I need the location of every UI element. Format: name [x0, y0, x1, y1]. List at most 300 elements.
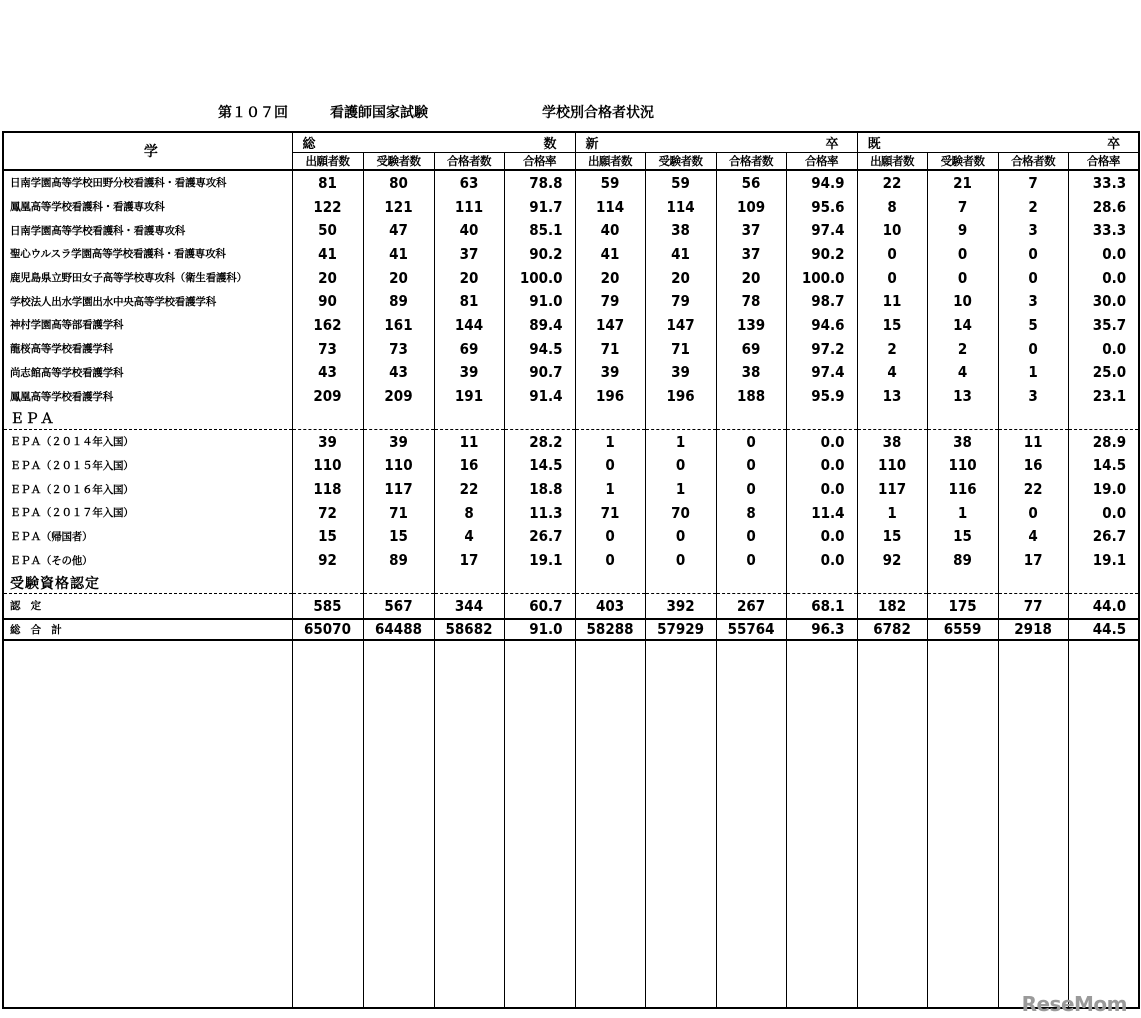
count-cell: 1	[575, 477, 645, 501]
count-cell: 4	[434, 525, 504, 549]
count-cell: 37	[434, 242, 504, 266]
count-cell: 21	[927, 170, 998, 195]
empty-cell	[504, 640, 575, 1008]
school-row	[3, 289, 1139, 313]
count-cell: 41	[363, 242, 434, 266]
pass-rate-cell: 0.0	[1068, 337, 1139, 361]
empty-cell	[786, 408, 857, 430]
count-cell: 37	[716, 218, 786, 242]
empty-cell	[857, 640, 927, 1008]
count-cell: 110	[927, 454, 998, 478]
count-cell: 6782	[857, 619, 927, 640]
count-cell: 0	[575, 548, 645, 572]
empty-cell	[716, 640, 786, 1008]
pass-rate-cell: 26.7	[1068, 525, 1139, 549]
pass-rate-cell: 89.4	[504, 313, 575, 337]
count-cell: 39	[363, 429, 434, 453]
empty-cell	[786, 640, 857, 1008]
empty-cell	[645, 408, 716, 430]
pass-rate-cell: 94.5	[504, 337, 575, 361]
school-row	[3, 170, 1139, 195]
pass-rate-cell: 95.9	[786, 384, 857, 408]
count-cell: 41	[645, 242, 716, 266]
count-cell: 267	[716, 594, 786, 619]
count-cell: 81	[434, 289, 504, 313]
row-label: ＥＰＡ（２０１５年入国）	[10, 459, 134, 472]
count-cell: 392	[645, 594, 716, 619]
count-cell: 38	[927, 429, 998, 453]
row-label: 神村学園高等部看護学科	[10, 319, 124, 332]
count-cell: 1	[998, 361, 1068, 385]
count-cell: 39	[434, 361, 504, 385]
empty-cell	[716, 408, 786, 430]
count-cell: 0	[716, 477, 786, 501]
row-label: ＥＰＡ（２０１４年入国）	[10, 436, 134, 449]
count-cell: 89	[363, 548, 434, 572]
school-row	[3, 218, 1139, 242]
count-cell: 40	[575, 218, 645, 242]
count-cell: 37	[716, 242, 786, 266]
epa-row	[3, 429, 1139, 453]
pass-rate-cell: 0.0	[1068, 266, 1139, 290]
empty-cell	[575, 408, 645, 430]
empty-cell	[292, 408, 363, 430]
pass-rate-cell: 19.0	[1068, 477, 1139, 501]
count-cell: 58288	[575, 619, 645, 640]
header-group-row	[3, 132, 1139, 153]
count-cell: 121	[363, 195, 434, 219]
pass-rate-cell: 18.8	[504, 477, 575, 501]
section-label: ＥＰＡ	[3, 408, 292, 430]
group-prior-label-left: 既	[857, 132, 998, 153]
empty-cell	[927, 640, 998, 1008]
count-cell: 0	[998, 337, 1068, 361]
pass-rate-cell: 0.0	[786, 548, 857, 572]
empty-cell	[1068, 572, 1139, 594]
pass-rate-cell: 97.4	[786, 218, 857, 242]
empty-cell	[645, 640, 716, 1008]
count-cell: 11	[434, 429, 504, 453]
count-cell: 0	[998, 242, 1068, 266]
count-cell: 144	[434, 313, 504, 337]
col-examinees-header: 受験者数	[645, 153, 716, 171]
empty-cell	[927, 572, 998, 594]
count-cell: 15	[363, 525, 434, 549]
count-cell: 17	[998, 548, 1068, 572]
row-label: 総 合 計	[3, 619, 292, 640]
pass-rate-cell: 94.9	[786, 170, 857, 195]
school-row	[3, 195, 1139, 219]
count-cell: 196	[575, 384, 645, 408]
count-cell: 403	[575, 594, 645, 619]
count-cell: 15	[927, 525, 998, 549]
exam-name: 看護師国家試験	[330, 105, 428, 121]
count-cell: 73	[292, 337, 363, 361]
count-cell: 71	[575, 501, 645, 525]
qualification-row	[3, 594, 1139, 619]
count-cell: 117	[857, 477, 927, 501]
count-cell: 0	[927, 242, 998, 266]
epa-row	[3, 548, 1139, 572]
row-label: 鳳凰高等学校看護学科	[10, 390, 113, 403]
count-cell: 81	[292, 170, 363, 195]
count-cell: 20	[716, 266, 786, 290]
count-cell: 59	[645, 170, 716, 195]
count-cell: 116	[927, 477, 998, 501]
col-applicants-header: 出願者数	[575, 153, 645, 171]
pass-rate-cell: 97.4	[786, 361, 857, 385]
row-label: 認 定	[10, 600, 41, 613]
count-cell: 1	[645, 429, 716, 453]
count-cell: 15	[292, 525, 363, 549]
empty-cell	[716, 572, 786, 594]
count-cell: 14	[927, 313, 998, 337]
count-cell: 114	[575, 195, 645, 219]
count-cell: 63	[434, 170, 504, 195]
count-cell: 0	[716, 429, 786, 453]
count-cell: 22	[998, 477, 1068, 501]
empty-cell	[998, 408, 1068, 430]
pass-rate-cell: 33.3	[1068, 170, 1139, 195]
count-cell: 22	[434, 477, 504, 501]
count-cell: 209	[292, 384, 363, 408]
count-cell: 147	[575, 313, 645, 337]
pass-rate-cell: 11.4	[786, 501, 857, 525]
section-label: 受験資格認定	[3, 572, 292, 594]
empty-cell	[3, 640, 292, 1008]
pass-rate-cell: 90.7	[504, 361, 575, 385]
count-cell: 71	[363, 501, 434, 525]
epa-row	[3, 525, 1139, 549]
empty-cell	[434, 640, 504, 1008]
empty-cell	[998, 640, 1068, 1008]
pass-rate-cell: 95.6	[786, 195, 857, 219]
count-cell: 0	[645, 548, 716, 572]
epa-section-row	[3, 408, 1139, 430]
count-cell: 8	[857, 195, 927, 219]
pass-rate-cell: 97.2	[786, 337, 857, 361]
empty-cell	[434, 572, 504, 594]
count-cell: 5	[998, 313, 1068, 337]
col-pass-rate-header: 合格率	[504, 153, 575, 171]
count-cell: 38	[645, 218, 716, 242]
count-cell: 78	[716, 289, 786, 313]
count-cell: 110	[857, 454, 927, 478]
empty-cell	[927, 408, 998, 430]
epa-row	[3, 454, 1139, 478]
count-cell: 56	[716, 170, 786, 195]
count-cell: 41	[575, 242, 645, 266]
row-label: ＥＰＡ（２０１７年入国）	[10, 507, 134, 520]
count-cell: 109	[716, 195, 786, 219]
count-cell: 58682	[434, 619, 504, 640]
results-table	[2, 131, 1140, 1009]
count-cell: 57929	[645, 619, 716, 640]
pass-rate-cell: 0.0	[1068, 501, 1139, 525]
row-label: 学校法人出水学園出水中央高等学校看護学科	[10, 295, 216, 308]
count-cell: 0	[645, 525, 716, 549]
count-cell: 2	[927, 337, 998, 361]
empty-cell	[575, 640, 645, 1008]
count-cell: 43	[292, 361, 363, 385]
count-cell: 182	[857, 594, 927, 619]
count-cell: 17	[434, 548, 504, 572]
count-cell: 110	[292, 454, 363, 478]
count-cell: 16	[434, 454, 504, 478]
count-cell: 92	[292, 548, 363, 572]
count-cell: 0	[575, 525, 645, 549]
count-cell: 41	[292, 242, 363, 266]
count-cell: 0	[857, 242, 927, 266]
pass-rate-cell: 0.0	[786, 454, 857, 478]
pass-rate-cell: 85.1	[504, 218, 575, 242]
count-cell: 8	[434, 501, 504, 525]
group-total-label-left: 総	[292, 132, 434, 153]
epa-row	[3, 501, 1139, 525]
count-cell: 196	[645, 384, 716, 408]
count-cell: 80	[363, 170, 434, 195]
qualification-section-row	[3, 572, 1139, 594]
count-cell: 40	[434, 218, 504, 242]
school-column-header: 学	[3, 132, 292, 170]
pass-rate-cell: 0.0	[786, 429, 857, 453]
count-cell: 117	[363, 477, 434, 501]
count-cell: 162	[292, 313, 363, 337]
count-cell: 43	[363, 361, 434, 385]
pass-rate-cell: 19.1	[504, 548, 575, 572]
count-cell: 20	[363, 266, 434, 290]
empty-cell	[292, 640, 363, 1008]
pass-rate-cell: 19.1	[1068, 548, 1139, 572]
count-cell: 3	[998, 218, 1068, 242]
count-cell: 4	[857, 361, 927, 385]
pass-rate-cell: 100.0	[786, 266, 857, 290]
count-cell: 344	[434, 594, 504, 619]
pass-rate-cell: 0.0	[1068, 242, 1139, 266]
pass-rate-cell: 90.2	[786, 242, 857, 266]
col-examinees-header: 受験者数	[927, 153, 998, 171]
pass-rate-cell: 0.0	[786, 525, 857, 549]
count-cell: 114	[645, 195, 716, 219]
count-cell: 64488	[363, 619, 434, 640]
count-cell: 209	[363, 384, 434, 408]
empty-cell	[363, 408, 434, 430]
empty-cell	[504, 408, 575, 430]
count-cell: 118	[292, 477, 363, 501]
count-cell: 13	[927, 384, 998, 408]
row-label: 龍桜高等学校看護学科	[10, 343, 113, 356]
count-cell: 1	[575, 429, 645, 453]
count-cell: 122	[292, 195, 363, 219]
count-cell: 3	[998, 384, 1068, 408]
pass-rate-cell: 98.7	[786, 289, 857, 313]
row-label: 鹿児島県立野田女子高等学校専攻科（衛生看護科）	[10, 272, 247, 285]
count-cell: 3	[998, 289, 1068, 313]
results-table-container	[2, 131, 1139, 1015]
pass-rate-cell: 28.9	[1068, 429, 1139, 453]
col-pass-rate-header: 合格率	[786, 153, 857, 171]
count-cell: 6559	[927, 619, 998, 640]
count-cell: 89	[927, 548, 998, 572]
empty-cell	[292, 572, 363, 594]
pass-rate-cell: 96.3	[786, 619, 857, 640]
row-label: 尚志館高等学校看護学科	[10, 366, 124, 379]
pass-rate-cell: 100.0	[504, 266, 575, 290]
count-cell: 0	[716, 548, 786, 572]
empty-cell	[786, 572, 857, 594]
count-cell: 70	[645, 501, 716, 525]
count-cell: 4	[998, 525, 1068, 549]
count-cell: 9	[927, 218, 998, 242]
count-cell: 79	[575, 289, 645, 313]
count-cell: 20	[292, 266, 363, 290]
count-cell: 39	[575, 361, 645, 385]
count-cell: 71	[575, 337, 645, 361]
count-cell: 11	[998, 429, 1068, 453]
count-cell: 110	[363, 454, 434, 478]
group-total-label-right: 数	[434, 132, 575, 153]
count-cell: 90	[292, 289, 363, 313]
count-cell: 147	[645, 313, 716, 337]
col-examinees-header: 受験者数	[363, 153, 434, 171]
col-pass-rate-header: 合格率	[1068, 153, 1139, 171]
count-cell: 10	[927, 289, 998, 313]
exam-session: 第１０７回	[218, 105, 288, 121]
count-cell: 77	[998, 594, 1068, 619]
pass-rate-cell: 94.6	[786, 313, 857, 337]
school-row	[3, 361, 1139, 385]
count-cell: 10	[857, 218, 927, 242]
pass-rate-cell: 26.7	[504, 525, 575, 549]
grand-total-row	[3, 619, 1139, 640]
school-row	[3, 384, 1139, 408]
count-cell: 15	[857, 313, 927, 337]
count-cell: 50	[292, 218, 363, 242]
pass-rate-cell: 33.3	[1068, 218, 1139, 242]
count-cell: 15	[857, 525, 927, 549]
count-cell: 73	[363, 337, 434, 361]
count-cell: 55764	[716, 619, 786, 640]
pass-rate-cell: 14.5	[504, 454, 575, 478]
count-cell: 139	[716, 313, 786, 337]
empty-cell	[363, 640, 434, 1008]
pass-rate-cell: 14.5	[1068, 454, 1139, 478]
count-cell: 8	[716, 501, 786, 525]
col-applicants-header: 出願者数	[857, 153, 927, 171]
school-row	[3, 242, 1139, 266]
pass-rate-cell: 44.0	[1068, 594, 1139, 619]
count-cell: 39	[645, 361, 716, 385]
empty-cell	[857, 572, 927, 594]
row-label: 鳳凰高等学校看護科・看護専攻科	[10, 201, 165, 214]
count-cell: 0	[645, 454, 716, 478]
count-cell: 0	[927, 266, 998, 290]
count-cell: 0	[998, 501, 1068, 525]
group-new-label-right: 卒	[716, 132, 857, 153]
row-label: ＥＰＡ（その他）	[10, 554, 93, 567]
count-cell: 92	[857, 548, 927, 572]
pass-rate-cell: 91.0	[504, 619, 575, 640]
pass-rate-cell: 35.7	[1068, 313, 1139, 337]
pass-rate-cell: 78.8	[504, 170, 575, 195]
count-cell: 16	[998, 454, 1068, 478]
count-cell: 72	[292, 501, 363, 525]
count-cell: 13	[857, 384, 927, 408]
count-cell: 20	[434, 266, 504, 290]
count-cell: 0	[716, 454, 786, 478]
count-cell: 111	[434, 195, 504, 219]
pass-rate-cell: 91.4	[504, 384, 575, 408]
count-cell: 7	[998, 170, 1068, 195]
count-cell: 20	[575, 266, 645, 290]
count-cell: 1	[927, 501, 998, 525]
count-cell: 69	[716, 337, 786, 361]
empty-cell	[857, 408, 927, 430]
pass-rate-cell: 91.0	[504, 289, 575, 313]
empty-cell	[645, 572, 716, 594]
count-cell: 59	[575, 170, 645, 195]
empty-cell	[998, 572, 1068, 594]
empty-cell	[504, 572, 575, 594]
count-cell: 39	[292, 429, 363, 453]
count-cell: 4	[927, 361, 998, 385]
count-cell: 161	[363, 313, 434, 337]
count-cell: 38	[857, 429, 927, 453]
group-new-label-left: 新	[575, 132, 716, 153]
pass-rate-cell: 60.7	[504, 594, 575, 619]
pass-rate-cell: 91.7	[504, 195, 575, 219]
document-title	[0, 100, 1141, 124]
pass-rate-cell: 28.6	[1068, 195, 1139, 219]
col-applicants-header: 出願者数	[292, 153, 363, 171]
col-passers-header: 合格者数	[434, 153, 504, 171]
row-label: ＥＰＡ（帰国者）	[10, 530, 93, 543]
blank-filler-row	[3, 640, 1139, 1008]
row-label: 日南学園高等学校田野分校看護科・看護専攻科	[10, 177, 227, 190]
pass-rate-cell: 30.0	[1068, 289, 1139, 313]
school-row	[3, 266, 1139, 290]
count-cell: 38	[716, 361, 786, 385]
pass-rate-cell: 28.2	[504, 429, 575, 453]
col-passers-header: 合格者数	[998, 153, 1068, 171]
count-cell: 0	[998, 266, 1068, 290]
count-cell: 20	[645, 266, 716, 290]
count-cell: 79	[645, 289, 716, 313]
count-cell: 89	[363, 289, 434, 313]
count-cell: 71	[645, 337, 716, 361]
count-cell: 2	[857, 337, 927, 361]
school-row	[3, 313, 1139, 337]
count-cell: 2918	[998, 619, 1068, 640]
count-cell: 1	[645, 477, 716, 501]
col-passers-header: 合格者数	[716, 153, 786, 171]
count-cell: 2	[998, 195, 1068, 219]
pass-rate-cell: 25.0	[1068, 361, 1139, 385]
count-cell: 65070	[292, 619, 363, 640]
document-subtitle: 学校別合格者状況	[542, 105, 654, 121]
count-cell: 47	[363, 218, 434, 242]
count-cell: 0	[575, 454, 645, 478]
pass-rate-cell: 23.1	[1068, 384, 1139, 408]
count-cell: 22	[857, 170, 927, 195]
pass-rate-cell: 90.2	[504, 242, 575, 266]
empty-cell	[1068, 408, 1139, 430]
empty-cell	[363, 572, 434, 594]
empty-cell	[575, 572, 645, 594]
pass-rate-cell: 0.0	[786, 477, 857, 501]
count-cell: 0	[716, 525, 786, 549]
row-label: 日南学園高等学校看護科・看護専攻科	[10, 224, 186, 237]
